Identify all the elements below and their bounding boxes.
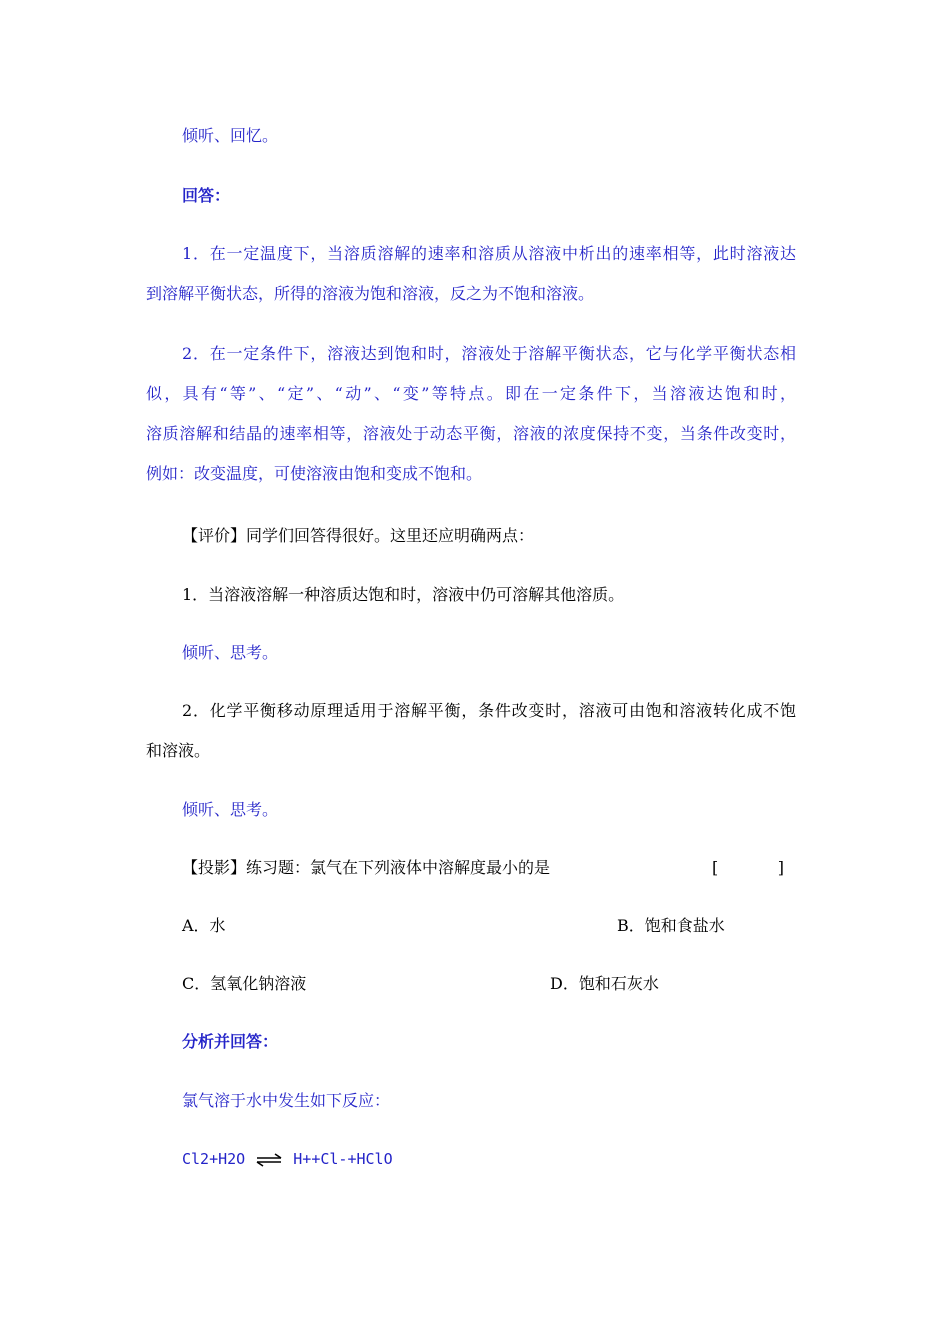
option-c: C．氢氧化钠溶液: [182, 974, 307, 993]
point-1: 1．当溶液溶解一种溶质达饱和时，溶液中仍可溶解其他溶质。: [182, 585, 625, 604]
listen-think-1: 倾听、思考。: [182, 643, 279, 662]
listen-think-2: 倾听、思考。: [182, 800, 279, 819]
reaction-intro: 氯气溶于水中发生如下反应：: [182, 1091, 391, 1110]
equation-products: H++Cl-+HClO: [293, 1150, 393, 1168]
answer-1: 1．在一定温度下，当溶质溶解的速率和溶质从溶液中析出的速率相等，此时溶液达 到溶解平衡状态，所得的溶液为饱和溶液，反之为不饱和溶液。: [146, 244, 796, 303]
answer-heading: 回答：: [182, 186, 231, 205]
equilibrium-arrow-icon: [255, 1153, 283, 1167]
point-2: 2．化学平衡移动原理适用于溶解平衡，条件改变时，溶液可由饱和溶液转化成不饱 和溶液。: [146, 701, 796, 760]
option-d: D．饱和石灰水: [550, 974, 659, 993]
listen-recall: 倾听、回忆。: [182, 126, 279, 145]
equation-reactants: Cl2+H2O: [182, 1150, 246, 1168]
answer-2: 2．在一定条件下，溶液达到饱和时，溶液处于溶解平衡状态，它与化学平衡状态相 似，具有“等”、“定”、“动”、“变”等特点。即在一定条件下，当溶液达饱和时， 溶质溶解和结晶的速率相等，溶液处于动态平衡，溶液的浓度保持不变，当条件改变时， 例如：改变温度，可使溶液由饱和变成不饱和。: [146, 344, 796, 483]
chemical-equation: [182, 1149, 393, 1169]
analysis-heading: 分析并回答：: [182, 1032, 279, 1051]
evaluation-line: 【评价】同学们回答得很好。这里还应明确两点：: [182, 526, 535, 545]
projection-question: 【投影】练习题：氯气在下列液体中溶解度最小的是: [182, 858, 551, 877]
option-b: B．饱和食盐水: [617, 916, 725, 935]
option-a: A．水: [182, 916, 226, 935]
